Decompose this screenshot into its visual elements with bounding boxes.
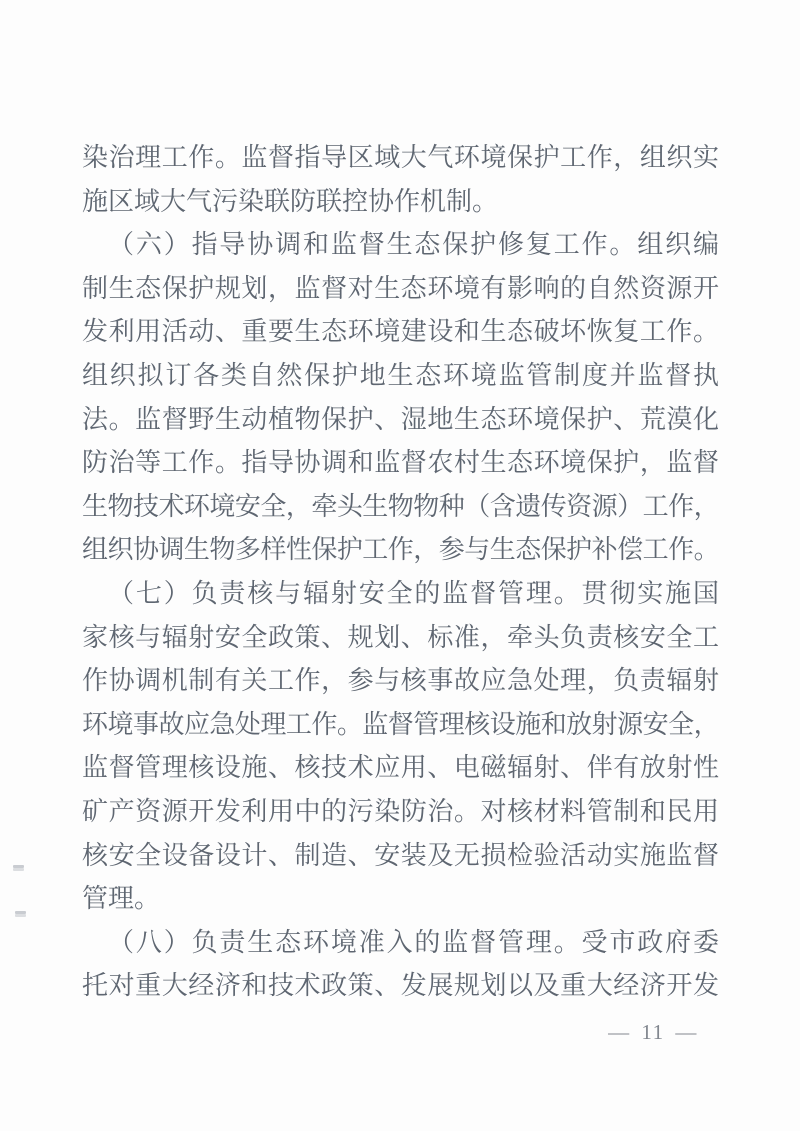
scan-artifact (15, 911, 26, 914)
text-line paragraph-start: （六）指导协调和监督生态保护修复工作。组织编 (108, 230, 719, 260)
text-line: 托对重大经济和技术政策、发展规划以及重大经济开发 (82, 971, 719, 1001)
text-line: 法。监督野生动植物保护、湿地生态环境保护、荒漠化 (82, 404, 719, 434)
text-line: 管理。 (82, 884, 161, 914)
text-line: 施区域大气污染联防联控协作机制。 (82, 186, 499, 216)
text-line: 核安全设备设计、制造、安装及无损检验活动实施监督 (82, 840, 719, 870)
text-line: 生物技术环境安全，牵头生物物种（含遗传资源）工作， (82, 491, 719, 521)
text-line: 家核与辐射安全政策、规划、标准，牵头负责核安全工 (82, 622, 719, 652)
text-line: 作协调机制有关工作，参与核事故应急处理，负责辐射 (82, 666, 719, 696)
text-line: 矿产资源开发利用中的污染防治。对核材料管制和民用 (82, 796, 719, 826)
body-text (82, 136, 719, 1008)
text-line paragraph-start: （八）负责生态环境准入的监督管理。受市政府委 (108, 927, 719, 957)
text-line: 染治理工作。监督指导区域大气环境保护工作，组织实 (82, 143, 719, 172)
text-line: 组织拟订各类自然保护地生态环境监管制度并监督执 (82, 360, 719, 390)
scan-artifact (13, 865, 24, 868)
page-number: — 11 — (608, 1020, 698, 1044)
text-line: 组织协调生物多样性保护工作，参与生态保护补偿工作。 (82, 535, 719, 565)
text-line: 环境事故应急处理工作。监督管理核设施和放射源安全， (82, 709, 719, 739)
text-line paragraph-start: （七）负责核与辐射安全的监督管理。贯彻实施国 (108, 578, 719, 608)
text-line: 发利用活动、重要生态环境建设和生态破坏恢复工作。 (82, 317, 719, 347)
text-line: 制生态保护规划，监督对生态环境有影响的自然资源开 (82, 273, 719, 303)
text-line: 监督管理核设施、核技术应用、电磁辐射、伴有放射性 (82, 753, 719, 783)
text-line: 防治等工作。指导协调和监督农村生态环境保护，监督 (82, 448, 719, 478)
